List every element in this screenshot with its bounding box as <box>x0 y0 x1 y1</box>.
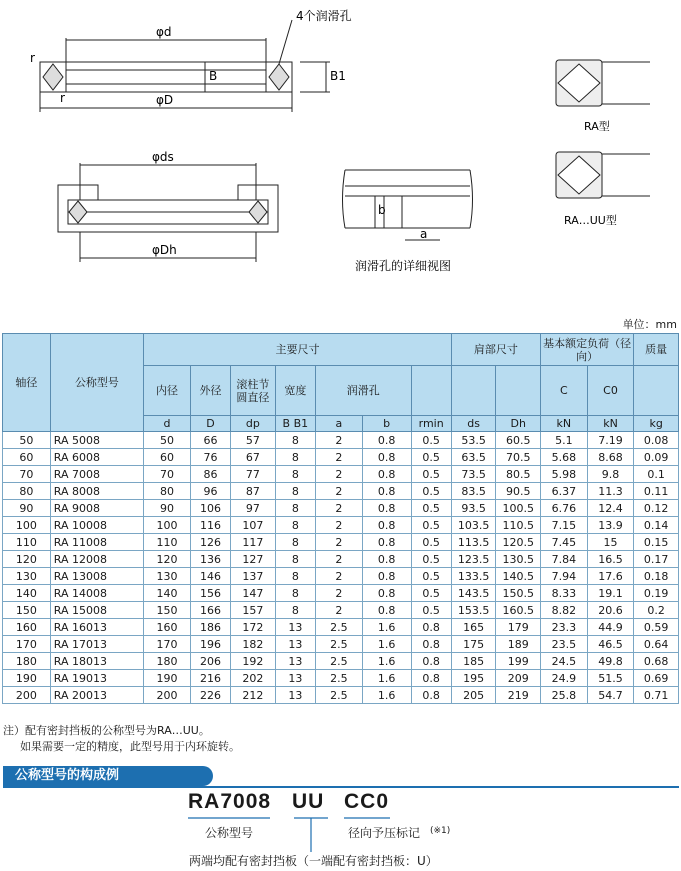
table-cell: 146 <box>190 568 230 585</box>
table-cell: 0.8 <box>362 602 411 619</box>
table-cell: 0.8 <box>411 636 451 653</box>
table-cell: 76 <box>190 449 230 466</box>
table-body <box>3 432 679 704</box>
table-cell: 20.6 <box>587 602 634 619</box>
table-cell: 8 <box>275 602 315 619</box>
table-cell: 2 <box>316 449 363 466</box>
table-cell: 180 <box>3 653 51 670</box>
label-preload: 径向予压标记 <box>348 826 421 840</box>
table-cell: RA 19013 <box>50 670 143 687</box>
table-cell: 2 <box>316 517 363 534</box>
table-cell: 1.6 <box>362 636 411 653</box>
table-cell: 8 <box>275 585 315 602</box>
bearing-drawings <box>0 0 681 310</box>
table-cell: 90.5 <box>496 483 541 500</box>
table-cell: 2 <box>316 466 363 483</box>
table-cell: 0.5 <box>411 602 451 619</box>
table-cell: 170 <box>144 636 191 653</box>
composition-banner: 公称型号的构成例 <box>3 766 213 786</box>
table-cell: 2.5 <box>316 636 363 653</box>
table-cell: 0.09 <box>634 449 679 466</box>
table-cell: 15 <box>587 534 634 551</box>
table-cell: 1.6 <box>362 653 411 670</box>
table-cell: 13 <box>275 670 315 687</box>
table-cell: 93.5 <box>451 500 496 517</box>
table-cell: RA 7008 <box>50 466 143 483</box>
table-cell: 150.5 <box>496 585 541 602</box>
sub-kN-1: kN <box>540 416 587 432</box>
table-cell: 140.5 <box>496 568 541 585</box>
table-cell: 0.8 <box>362 449 411 466</box>
table-cell: 5.1 <box>540 432 587 449</box>
phi-d-label: φd <box>156 25 172 39</box>
header-blank3 <box>496 366 541 416</box>
table-cell: 189 <box>496 636 541 653</box>
code-seal: UU <box>292 790 325 813</box>
table-cell: 192 <box>231 653 276 670</box>
table-row <box>3 602 679 619</box>
label-model: 公称型号 <box>205 826 254 840</box>
table-cell: 6.76 <box>540 500 587 517</box>
table-cell: 140 <box>3 585 51 602</box>
table-cell: 1.6 <box>362 687 411 704</box>
table-cell: 0.8 <box>362 483 411 500</box>
table-cell: 175 <box>451 636 496 653</box>
table-cell: RA 18013 <box>50 653 143 670</box>
table-cell: 200 <box>3 687 51 704</box>
table-cell: 0.5 <box>411 500 451 517</box>
table-cell: 209 <box>496 670 541 687</box>
table-cell: 5.98 <box>540 466 587 483</box>
table-row <box>3 432 679 449</box>
table-cell: 8 <box>275 500 315 517</box>
table-row <box>3 687 679 704</box>
table-cell: 120.5 <box>496 534 541 551</box>
header-C0: C0 <box>587 366 634 416</box>
table-cell: 86 <box>190 466 230 483</box>
table-cell: 143.5 <box>451 585 496 602</box>
table-cell: 2 <box>316 432 363 449</box>
table-cell: 54.7 <box>587 687 634 704</box>
table-cell: 137 <box>231 568 276 585</box>
table-cell: 0.11 <box>634 483 679 500</box>
table-cell: 67 <box>231 449 276 466</box>
table-cell: 7.15 <box>540 517 587 534</box>
table-cell: 13.9 <box>587 517 634 534</box>
table-cell: 0.8 <box>411 670 451 687</box>
table-cell: 0.59 <box>634 619 679 636</box>
table-cell: 53.5 <box>451 432 496 449</box>
table-cell: 0.5 <box>411 585 451 602</box>
table-cell: 160 <box>144 619 191 636</box>
lube-holes-label: 4个润滑孔 <box>296 9 352 23</box>
table-cell: 70.5 <box>496 449 541 466</box>
table-cell: 13 <box>275 619 315 636</box>
table-cell: 90 <box>3 500 51 517</box>
table-cell: 160.5 <box>496 602 541 619</box>
table-cell: 182 <box>231 636 276 653</box>
table-cell: 7.84 <box>540 551 587 568</box>
table-cell: 2.5 <box>316 653 363 670</box>
table-cell: 120 <box>3 551 51 568</box>
rauu-caption: RA…UU型 <box>564 214 617 227</box>
table-cell: 13 <box>275 687 315 704</box>
b-label: B <box>209 69 218 83</box>
table-cell: 226 <box>190 687 230 704</box>
table-cell: 0.5 <box>411 534 451 551</box>
table-cell: 13 <box>275 653 315 670</box>
table-cell: 165 <box>451 619 496 636</box>
table-cell: 172 <box>231 619 276 636</box>
table-cell: 0.8 <box>362 466 411 483</box>
table-cell: 73.5 <box>451 466 496 483</box>
table-cell: 63.5 <box>451 449 496 466</box>
table-cell: RA 13008 <box>50 568 143 585</box>
sub-kN-2: kN <box>587 416 634 432</box>
table-cell: RA 5008 <box>50 432 143 449</box>
table-cell: 8 <box>275 568 315 585</box>
header-C: C <box>540 366 587 416</box>
bearing-body-outline <box>40 62 292 92</box>
table-cell: 23.3 <box>540 619 587 636</box>
table-cell: 1.6 <box>362 670 411 687</box>
phi-ds-label: φds <box>152 150 174 164</box>
table-cell: 199 <box>496 653 541 670</box>
table-cell: 8 <box>275 517 315 534</box>
table-cell: 196 <box>190 636 230 653</box>
table-cell: 44.9 <box>587 619 634 636</box>
table-cell: 206 <box>190 653 230 670</box>
table-cell: 60.5 <box>496 432 541 449</box>
table-cell: 0.1 <box>634 466 679 483</box>
table-cell: 185 <box>451 653 496 670</box>
table-cell: 113.5 <box>451 534 496 551</box>
table-cell: 195 <box>451 670 496 687</box>
table-cell: RA 9008 <box>50 500 143 517</box>
table-cell: 116 <box>190 517 230 534</box>
table-cell: 100.5 <box>496 500 541 517</box>
table-cell: 170 <box>3 636 51 653</box>
table-cell: RA 10008 <box>50 517 143 534</box>
header-width: 宽度 <box>275 366 315 416</box>
table-row <box>3 585 679 602</box>
table-cell: 0.5 <box>411 432 451 449</box>
table-cell: 50 <box>144 432 191 449</box>
table-cell: 0.69 <box>634 670 679 687</box>
header-outer: 外径 <box>190 366 230 416</box>
table-cell: 202 <box>231 670 276 687</box>
table-cell: 0.5 <box>411 551 451 568</box>
table-cell: 8 <box>275 449 315 466</box>
table-cell: RA 12008 <box>50 551 143 568</box>
table-cell: 0.5 <box>411 449 451 466</box>
unit-label: 单位：mm <box>622 318 677 331</box>
a-label: a <box>420 227 428 241</box>
table-cell: 60 <box>3 449 51 466</box>
sub-kg: kg <box>634 416 679 432</box>
table-cell: 60 <box>144 449 191 466</box>
table-cell: RA 17013 <box>50 636 143 653</box>
table-cell: 0.5 <box>411 483 451 500</box>
header-blank2 <box>451 366 496 416</box>
table-cell: 106 <box>190 500 230 517</box>
table-cell: 2 <box>316 585 363 602</box>
table-cell: 0.8 <box>411 653 451 670</box>
table-cell: 11.3 <box>587 483 634 500</box>
table-cell: 49.8 <box>587 653 634 670</box>
header-mass: 质量 <box>634 334 679 366</box>
table-cell: 130 <box>144 568 191 585</box>
table-cell: 120 <box>144 551 191 568</box>
header-lube: 润滑孔 <box>316 366 412 416</box>
sub-rmin: rmin <box>411 416 451 432</box>
table-cell: 8 <box>275 551 315 568</box>
table-cell: 9.8 <box>587 466 634 483</box>
table-cell: 216 <box>190 670 230 687</box>
table-row <box>3 568 679 585</box>
table-cell: 8.82 <box>540 602 587 619</box>
ra-caption: RA型 <box>584 120 610 133</box>
table-cell: 180 <box>144 653 191 670</box>
table-cell: 186 <box>190 619 230 636</box>
table-cell: 0.8 <box>411 687 451 704</box>
table-cell: 140 <box>144 585 191 602</box>
table-cell: 0.8 <box>362 585 411 602</box>
table-cell: 0.71 <box>634 687 679 704</box>
label-preload-ref: (※1) <box>430 826 451 836</box>
table-cell: RA 16013 <box>50 619 143 636</box>
table-cell: 12.4 <box>587 500 634 517</box>
table-cell: 0.8 <box>362 534 411 551</box>
table-cell: 110.5 <box>496 517 541 534</box>
table-cell: 127 <box>231 551 276 568</box>
sub-b: b <box>362 416 411 432</box>
table-cell: 205 <box>451 687 496 704</box>
table-cell: 166 <box>190 602 230 619</box>
table-cell: 157 <box>231 602 276 619</box>
table-cell: 100 <box>3 517 51 534</box>
table-cell: 2.5 <box>316 619 363 636</box>
code-model: RA7008 <box>188 790 272 813</box>
table-cell: 0.14 <box>634 517 679 534</box>
table-cell: 50 <box>3 432 51 449</box>
table-cell: 80 <box>3 483 51 500</box>
table-cell: 96 <box>190 483 230 500</box>
header-load: 基本额定负荷（径向） <box>540 334 633 366</box>
table-cell: 0.8 <box>362 432 411 449</box>
table-cell: 153.5 <box>451 602 496 619</box>
table-cell: 23.5 <box>540 636 587 653</box>
table-cell: RA 11008 <box>50 534 143 551</box>
table-cell: 90 <box>144 500 191 517</box>
table-cell: 0.8 <box>362 517 411 534</box>
table-cell: 110 <box>144 534 191 551</box>
spec-table <box>2 333 679 704</box>
table-cell: 8 <box>275 466 315 483</box>
table-cell: 83.5 <box>451 483 496 500</box>
table-cell: 0.5 <box>411 466 451 483</box>
header-blank4 <box>634 366 679 416</box>
table-row <box>3 619 679 636</box>
table-cell: 190 <box>3 670 51 687</box>
table-cell: 0.64 <box>634 636 679 653</box>
table-cell: 150 <box>3 602 51 619</box>
table-cell: RA 20013 <box>50 687 143 704</box>
table-cell: 130.5 <box>496 551 541 568</box>
header-main: 主要尺寸 <box>144 334 452 366</box>
table-cell: 100 <box>144 517 191 534</box>
table-row <box>3 653 679 670</box>
table-cell: 0.18 <box>634 568 679 585</box>
table-cell: 51.5 <box>587 670 634 687</box>
table-cell: 8 <box>275 432 315 449</box>
sub-ds: ds <box>451 416 496 432</box>
table-cell: 77 <box>231 466 276 483</box>
table-row <box>3 500 679 517</box>
table-cell: 2 <box>316 483 363 500</box>
table-cell: RA 6008 <box>50 449 143 466</box>
table-row <box>3 636 679 653</box>
table-cell: 80.5 <box>496 466 541 483</box>
sub-dp: dp <box>231 416 276 432</box>
table-cell: 150 <box>144 602 191 619</box>
table-row <box>3 670 679 687</box>
sub-d: d <box>144 416 191 432</box>
table-cell: 136 <box>190 551 230 568</box>
table-cell: 2.5 <box>316 687 363 704</box>
table-cell: 0.08 <box>634 432 679 449</box>
table-cell: 2.5 <box>316 670 363 687</box>
table-cell: 0.8 <box>362 551 411 568</box>
table-cell: 16.5 <box>587 551 634 568</box>
sub-D: D <box>190 416 230 432</box>
table-cell: 212 <box>231 687 276 704</box>
header-inner: 内径 <box>144 366 191 416</box>
r-label-top: r <box>30 51 35 65</box>
table-cell: RA 14008 <box>50 585 143 602</box>
table-cell: 7.45 <box>540 534 587 551</box>
table-cell: 107 <box>231 517 276 534</box>
table-row <box>3 517 679 534</box>
table-cell: 2 <box>316 551 363 568</box>
table-cell: 103.5 <box>451 517 496 534</box>
note-line-1: 注）配有密封挡板的公称型号为RA…UU。 <box>3 724 210 737</box>
table-cell: 123.5 <box>451 551 496 568</box>
header-pitch: 滚柱节圆直径 <box>231 366 276 416</box>
table-cell: 126 <box>190 534 230 551</box>
table-cell: 87 <box>231 483 276 500</box>
table-cell: 70 <box>3 466 51 483</box>
table-row <box>3 449 679 466</box>
table-cell: 2 <box>316 500 363 517</box>
header-shaft: 轴径 <box>3 334 51 432</box>
table-cell: 8 <box>275 483 315 500</box>
table-cell: 219 <box>496 687 541 704</box>
table-cell: 1.6 <box>362 619 411 636</box>
table-cell: 7.94 <box>540 568 587 585</box>
table-cell: 156 <box>190 585 230 602</box>
table-cell: 24.5 <box>540 653 587 670</box>
table-cell: 17.6 <box>587 568 634 585</box>
table-cell: 0.12 <box>634 500 679 517</box>
sub-bb1: B B1 <box>275 416 315 432</box>
table-cell: 0.17 <box>634 551 679 568</box>
table-cell: 0.15 <box>634 534 679 551</box>
table-cell: RA 15008 <box>50 602 143 619</box>
table-cell: 0.68 <box>634 653 679 670</box>
table-cell: 130 <box>3 568 51 585</box>
table-row <box>3 466 679 483</box>
table-cell: 0.8 <box>362 568 411 585</box>
table-cell: 190 <box>144 670 191 687</box>
phi-D-label: φD <box>156 93 174 107</box>
table-cell: 0.8 <box>411 619 451 636</box>
table-cell: 6.37 <box>540 483 587 500</box>
banner-rule <box>3 786 679 788</box>
table-cell: 66 <box>190 432 230 449</box>
table-cell: 2 <box>316 534 363 551</box>
sub-Dh: Dh <box>496 416 541 432</box>
table-cell: 57 <box>231 432 276 449</box>
table-cell: RA 8008 <box>50 483 143 500</box>
label-seal: 两端均配有密封挡板（一端配有密封挡板：U） <box>189 854 438 868</box>
table-cell: 0.19 <box>634 585 679 602</box>
header-shoulder: 肩部尺寸 <box>451 334 540 366</box>
table-cell: 2 <box>316 568 363 585</box>
table-cell: 7.19 <box>587 432 634 449</box>
table-cell: 160 <box>3 619 51 636</box>
table-cell: 179 <box>496 619 541 636</box>
table-cell: 0.8 <box>362 500 411 517</box>
code-preload: CC0 <box>344 790 390 813</box>
table-cell: 24.9 <box>540 670 587 687</box>
table-cell: 200 <box>144 687 191 704</box>
table-cell: 2 <box>316 602 363 619</box>
table-cell: 8.68 <box>587 449 634 466</box>
detail-caption: 润滑孔的详细视图 <box>355 259 452 273</box>
b1-label: B1 <box>330 69 346 83</box>
table-cell: 110 <box>3 534 51 551</box>
table-row <box>3 483 679 500</box>
sub-a: a <box>316 416 363 432</box>
table-cell: 8 <box>275 534 315 551</box>
note-line-2: 如果需要一定的精度，此型号用于内环旋转。 <box>20 740 240 753</box>
table-cell: 97 <box>231 500 276 517</box>
table-cell: 13 <box>275 636 315 653</box>
header-model: 公称型号 <box>50 334 143 432</box>
table-cell: 8.33 <box>540 585 587 602</box>
table-cell: 133.5 <box>451 568 496 585</box>
table-cell: 80 <box>144 483 191 500</box>
header-blank <box>411 366 451 416</box>
table-cell: 19.1 <box>587 585 634 602</box>
table-cell: 117 <box>231 534 276 551</box>
table-cell: 25.8 <box>540 687 587 704</box>
table-cell: 147 <box>231 585 276 602</box>
phi-Dh-label: φDh <box>152 243 177 257</box>
b-small-label: b <box>378 203 386 217</box>
table-row <box>3 551 679 568</box>
table-cell: 5.68 <box>540 449 587 466</box>
table-cell: 0.5 <box>411 517 451 534</box>
table-row <box>3 534 679 551</box>
table-cell: 0.5 <box>411 568 451 585</box>
table-cell: 0.2 <box>634 602 679 619</box>
table-cell: 70 <box>144 466 191 483</box>
r-label-bottom: r <box>60 91 65 105</box>
table-cell: 46.5 <box>587 636 634 653</box>
